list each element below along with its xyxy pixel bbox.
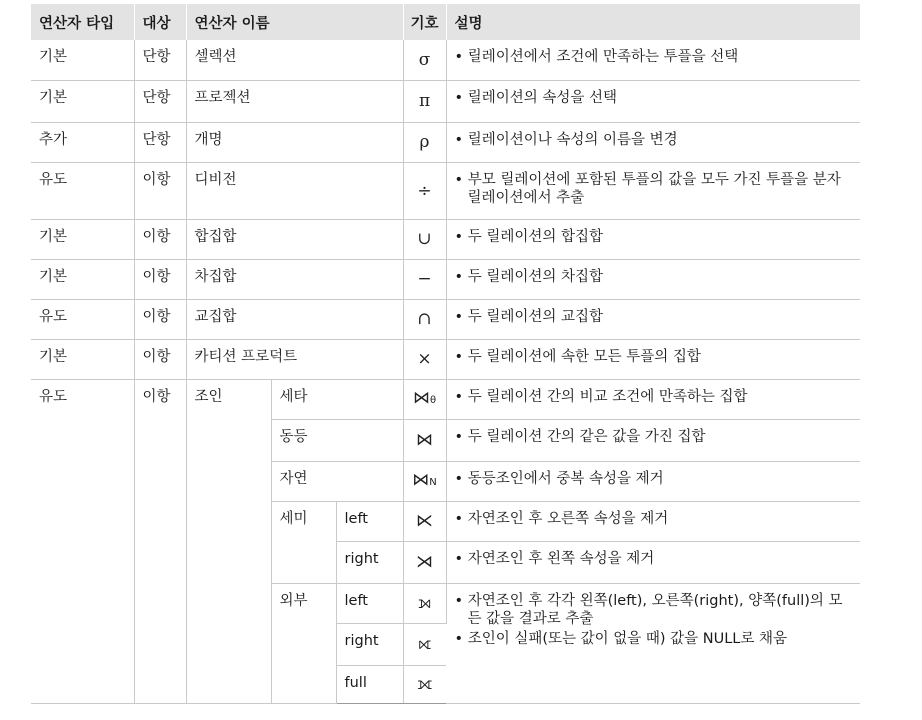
join-outer-right-label: right: [336, 623, 403, 665]
table-row: [31, 339, 860, 379]
cell-target: 단항: [134, 80, 186, 122]
bullet-mark: •: [454, 268, 464, 285]
cell-target: 단항: [134, 122, 186, 162]
join-outer-left-label: left: [336, 583, 403, 623]
project-symbol: π: [403, 80, 446, 122]
description-text: 자연조인 후 각각 왼쪽(left), 오른쪽(right), 양쪽(full)의 모든 값을 결과로 추출: [467, 592, 843, 627]
cell-type: 기본: [31, 80, 134, 122]
bullet-mark: •: [454, 89, 464, 106]
cell-type: 기본: [31, 339, 134, 379]
cell-target: 이항: [134, 162, 186, 219]
description-text: 릴레이션이나 속성의 이름을 변경: [467, 131, 678, 148]
join-theta-label: 세타: [271, 379, 403, 419]
table-row: [31, 259, 860, 299]
cell-type: 유도: [31, 299, 134, 339]
cell-name: 프로젝션: [186, 80, 403, 122]
description-text: 두 릴레이션 간의 비교 조건에 만족하는 집합: [467, 388, 748, 405]
join-semi-left-label: left: [336, 501, 403, 541]
cell-description: [446, 259, 860, 299]
table-row: [31, 299, 860, 339]
table-row: [31, 379, 860, 419]
bullet-mark: •: [454, 131, 464, 148]
cell-name: 교집합: [186, 299, 403, 339]
join-outer-full-label: full: [336, 665, 403, 703]
header-target: 대상: [134, 4, 186, 40]
division-symbol: ÷: [403, 162, 446, 219]
cell-description: [446, 162, 860, 219]
bullet-mark: •: [454, 388, 464, 405]
cell-type: 기본: [31, 40, 134, 80]
intersection-symbol: ∩: [403, 299, 446, 339]
bullet-mark: •: [454, 592, 464, 609]
description-text: 부모 릴레이션에 포함된 투플의 값을 모두 가진 투플을 분자 릴레이션에서 추출: [467, 171, 841, 206]
bullet-mark: •: [454, 228, 464, 245]
header-description: 설명: [446, 4, 860, 40]
select-symbol: σ: [403, 40, 446, 80]
cell-name: 디비전: [186, 162, 403, 219]
outer-join-description: [446, 583, 860, 703]
cell-description: [446, 122, 860, 162]
full-outer-join-symbol: ⟗: [403, 665, 446, 703]
cell-description: [446, 461, 860, 501]
join-equi-label: 동등: [271, 419, 403, 461]
bullet-mark: •: [454, 510, 464, 527]
description-text: 두 릴레이션의 차집합: [467, 268, 603, 285]
cell-type: 유도: [31, 162, 134, 219]
cell-target: 이항: [134, 219, 186, 259]
cell-description: [446, 339, 860, 379]
bullet-mark: •: [454, 308, 464, 325]
cell-description: [446, 541, 860, 583]
description-text: 두 릴레이션의 교집합: [467, 308, 603, 325]
cell-name: 차집합: [186, 259, 403, 299]
cell-description: [446, 379, 860, 419]
cell-description: [446, 219, 860, 259]
right-semi-join-symbol: ⋊: [403, 541, 446, 583]
description-text: 두 릴레이션의 합집합: [467, 228, 603, 245]
cartesian-product-symbol: ×: [403, 339, 446, 379]
header-operator-type: 연산자 타입: [31, 4, 134, 40]
cell-name: 개명: [186, 122, 403, 162]
table-row: [31, 122, 860, 162]
right-outer-join-symbol: ⟖: [403, 623, 446, 665]
header-operator-name: 연산자 이름: [186, 4, 403, 40]
bullet-mark: •: [454, 348, 464, 365]
cell-description: [446, 299, 860, 339]
description-text: 동등조인에서 중복 속성을 제거: [467, 470, 664, 487]
left-semi-join-symbol: ⋉: [403, 501, 446, 541]
cell-target: 이항: [134, 259, 186, 299]
cell-target: 이항: [134, 299, 186, 339]
join-outer-label: 외부: [271, 583, 336, 703]
cell-target: 이항: [134, 379, 186, 703]
header-row: [31, 4, 860, 40]
difference-symbol: −: [403, 259, 446, 299]
cell-type: 추가: [31, 122, 134, 162]
bullet-mark: •: [454, 171, 464, 188]
bullet-mark: •: [454, 49, 464, 65]
cell-type: 기본: [31, 219, 134, 259]
table-row: [31, 219, 860, 259]
description-text: 자연조인 후 왼쪽 속성을 제거: [467, 550, 655, 567]
cell-description: [446, 419, 860, 461]
description-text: 두 릴레이션 간의 같은 값을 가진 집합: [467, 428, 706, 445]
description-text: 자연조인 후 오른쪽 속성을 제거: [467, 510, 669, 527]
description-text: 릴레이션에서 조건에 만족하는 투플을 선택: [467, 49, 739, 65]
description-text: 두 릴레이션에 속한 모든 투플의 집합: [467, 348, 701, 365]
bullet-mark: •: [454, 630, 464, 647]
cell-target: 단항: [134, 40, 186, 80]
equi-join-symbol: ⋈: [403, 419, 446, 461]
header-symbol: 기호: [403, 4, 446, 40]
description-text: 조인이 실패(또는 값이 없을 때) 값을 NULL로 채움: [467, 630, 788, 647]
theta-join-symbol: ⋈θ: [403, 379, 446, 419]
cell-name: 셀렉션: [186, 40, 403, 80]
left-outer-join-symbol: ⟕: [403, 583, 446, 623]
rename-symbol: ρ: [403, 122, 446, 162]
table-row: [31, 162, 860, 219]
cell-type: 유도: [31, 379, 134, 703]
cell-description: [446, 80, 860, 122]
table-row: [31, 80, 860, 122]
cell-type: 기본: [31, 259, 134, 299]
bullet-mark: •: [454, 550, 464, 567]
bullet-mark: •: [454, 470, 464, 487]
join-natural-label: 자연: [271, 461, 403, 501]
table-row: [31, 40, 860, 80]
relational-operators-table: [31, 4, 860, 704]
cell-name: 카티션 프로덕트: [186, 339, 403, 379]
bullet-mark: •: [454, 428, 464, 445]
cell-name: 조인: [186, 379, 271, 703]
cell-target: 이항: [134, 339, 186, 379]
cell-description: [446, 501, 860, 541]
join-semi-label: 세미: [271, 501, 336, 583]
cell-name: 합집합: [186, 219, 403, 259]
description-text: 릴레이션의 속성을 선택: [467, 89, 617, 106]
union-symbol: ∪: [403, 219, 446, 259]
natural-join-symbol: ⋈N: [403, 461, 446, 501]
join-semi-right-label: right: [336, 541, 403, 583]
cell-description: [446, 40, 860, 80]
